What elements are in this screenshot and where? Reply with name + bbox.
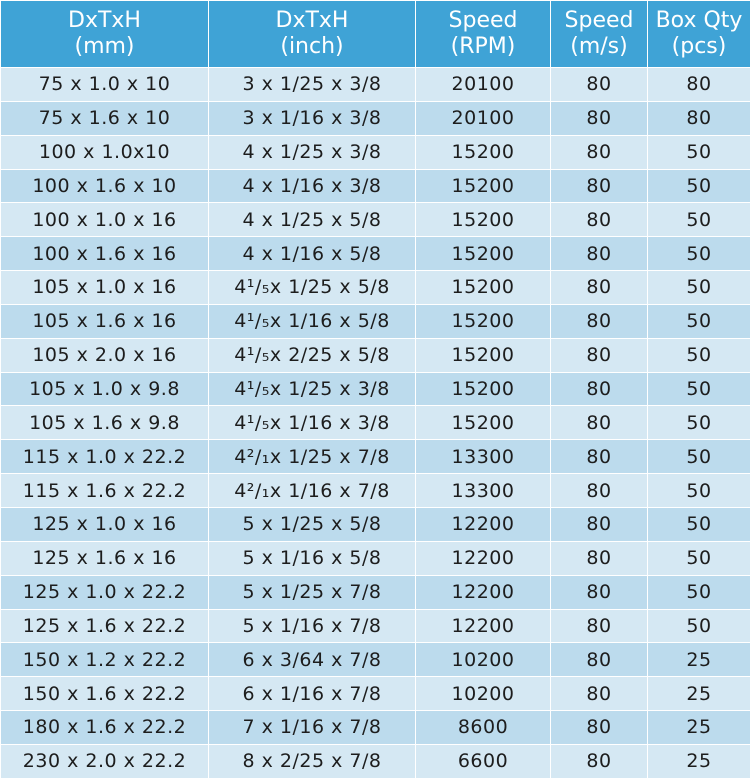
cell-speed-ms: 80 xyxy=(551,575,648,609)
cell-dimensions-mm: 100 x 1.0x10 xyxy=(1,135,209,169)
table-row xyxy=(1,711,750,745)
cell-speed-ms: 80 xyxy=(551,541,648,575)
header-speed-ms xyxy=(551,1,648,68)
cell-speed-ms: 80 xyxy=(551,169,648,203)
table-row xyxy=(1,440,750,474)
header-label: DxTxH xyxy=(209,8,415,34)
cell-dimensions-inch: 4 x 1/25 x 3/8 xyxy=(209,135,416,169)
cell-speed-ms: 80 xyxy=(551,203,648,237)
cell-box-qty: 50 xyxy=(648,372,750,406)
header-unit: (pcs) xyxy=(648,34,750,60)
cell-speed-rpm: 15200 xyxy=(416,372,551,406)
cell-dimensions-inch: 3 x 1/16 x 3/8 xyxy=(209,101,416,135)
cell-dimensions-inch: 4¹/₅x 1/25 x 5/8 xyxy=(209,271,416,305)
cell-speed-rpm: 15200 xyxy=(416,304,551,338)
cell-dimensions-mm: 100 x 1.6 x 16 xyxy=(1,237,209,271)
table-row xyxy=(1,135,750,169)
cell-box-qty: 25 xyxy=(648,744,750,778)
cell-speed-rpm: 15200 xyxy=(416,271,551,305)
cell-speed-ms: 80 xyxy=(551,237,648,271)
cell-box-qty: 50 xyxy=(648,474,750,508)
cell-speed-ms: 80 xyxy=(551,372,648,406)
header-label: Speed xyxy=(551,8,647,34)
cell-box-qty: 50 xyxy=(648,609,750,643)
cell-dimensions-inch: 4 x 1/16 x 5/8 xyxy=(209,237,416,271)
header-unit: (m/s) xyxy=(551,34,647,60)
cell-dimensions-mm: 75 x 1.6 x 10 xyxy=(1,101,209,135)
cell-dimensions-mm: 100 x 1.6 x 10 xyxy=(1,169,209,203)
table-row xyxy=(1,744,750,778)
cell-speed-rpm: 12200 xyxy=(416,575,551,609)
cell-speed-rpm: 15200 xyxy=(416,203,551,237)
cell-dimensions-inch: 4²/₁x 1/25 x 7/8 xyxy=(209,440,416,474)
cell-dimensions-mm: 75 x 1.0 x 10 xyxy=(1,68,209,102)
cell-dimensions-inch: 4¹/₅x 1/16 x 3/8 xyxy=(209,406,416,440)
cell-box-qty: 50 xyxy=(648,406,750,440)
cell-speed-rpm: 15200 xyxy=(416,135,551,169)
cell-dimensions-mm: 105 x 2.0 x 16 xyxy=(1,338,209,372)
cell-speed-rpm: 12200 xyxy=(416,609,551,643)
cell-box-qty: 50 xyxy=(648,575,750,609)
cell-speed-ms: 80 xyxy=(551,68,648,102)
cell-dimensions-inch: 4 x 1/25 x 5/8 xyxy=(209,203,416,237)
cell-speed-ms: 80 xyxy=(551,135,648,169)
table-row xyxy=(1,609,750,643)
cell-box-qty: 50 xyxy=(648,169,750,203)
cell-dimensions-inch: 4¹/₅x 1/25 x 3/8 xyxy=(209,372,416,406)
cell-speed-ms: 80 xyxy=(551,271,648,305)
cell-dimensions-mm: 150 x 1.2 x 22.2 xyxy=(1,643,209,677)
table-row xyxy=(1,237,750,271)
cell-dimensions-inch: 4¹/₅x 2/25 x 5/8 xyxy=(209,338,416,372)
cell-speed-rpm: 13300 xyxy=(416,474,551,508)
cell-dimensions-mm: 105 x 1.0 x 9.8 xyxy=(1,372,209,406)
cell-dimensions-inch: 4¹/₅x 1/16 x 5/8 xyxy=(209,304,416,338)
cell-speed-ms: 80 xyxy=(551,304,648,338)
cell-speed-rpm: 8600 xyxy=(416,711,551,745)
cell-box-qty: 25 xyxy=(648,643,750,677)
cell-speed-ms: 80 xyxy=(551,440,648,474)
cell-dimensions-mm: 180 x 1.6 x 22.2 xyxy=(1,711,209,745)
cell-speed-rpm: 15200 xyxy=(416,406,551,440)
cell-speed-ms: 80 xyxy=(551,338,648,372)
table-row xyxy=(1,372,750,406)
cell-box-qty: 50 xyxy=(648,541,750,575)
header-label: Box Qty xyxy=(648,8,750,34)
table-body xyxy=(1,68,750,779)
cell-dimensions-mm: 105 x 1.6 x 16 xyxy=(1,304,209,338)
table-row xyxy=(1,541,750,575)
cell-box-qty: 80 xyxy=(648,101,750,135)
header-row xyxy=(1,1,750,68)
header-unit: (inch) xyxy=(209,34,415,60)
cell-box-qty: 25 xyxy=(648,711,750,745)
header-dimensions-inch xyxy=(209,1,416,68)
cell-box-qty: 50 xyxy=(648,237,750,271)
cell-dimensions-mm: 125 x 1.0 x 22.2 xyxy=(1,575,209,609)
cell-dimensions-inch: 5 x 1/25 x 7/8 xyxy=(209,575,416,609)
cell-speed-ms: 80 xyxy=(551,744,648,778)
cell-speed-rpm: 15200 xyxy=(416,338,551,372)
cell-dimensions-mm: 150 x 1.6 x 22.2 xyxy=(1,677,209,711)
cell-speed-rpm: 20100 xyxy=(416,68,551,102)
cell-speed-rpm: 13300 xyxy=(416,440,551,474)
cell-dimensions-inch: 8 x 2/25 x 7/8 xyxy=(209,744,416,778)
table-row xyxy=(1,677,750,711)
cell-speed-ms: 80 xyxy=(551,406,648,440)
header-box-qty xyxy=(648,1,750,68)
header-label: Speed xyxy=(416,8,550,34)
cell-dimensions-inch: 5 x 1/16 x 5/8 xyxy=(209,541,416,575)
table-row xyxy=(1,304,750,338)
table-row xyxy=(1,474,750,508)
cell-speed-rpm: 15200 xyxy=(416,237,551,271)
cell-speed-ms: 80 xyxy=(551,711,648,745)
cell-box-qty: 25 xyxy=(648,677,750,711)
header-dimensions-mm xyxy=(1,1,209,68)
cell-dimensions-mm: 105 x 1.6 x 9.8 xyxy=(1,406,209,440)
table-row xyxy=(1,271,750,305)
cell-dimensions-mm: 125 x 1.6 x 22.2 xyxy=(1,609,209,643)
table-row xyxy=(1,169,750,203)
cell-dimensions-inch: 6 x 1/16 x 7/8 xyxy=(209,677,416,711)
cell-dimensions-mm: 230 x 2.0 x 22.2 xyxy=(1,744,209,778)
cell-speed-rpm: 6600 xyxy=(416,744,551,778)
table-row xyxy=(1,101,750,135)
cell-dimensions-mm: 115 x 1.0 x 22.2 xyxy=(1,440,209,474)
cell-dimensions-inch: 5 x 1/16 x 7/8 xyxy=(209,609,416,643)
header-label: DxTxH xyxy=(1,8,208,34)
cell-speed-ms: 80 xyxy=(551,643,648,677)
cell-dimensions-inch: 3 x 1/25 x 3/8 xyxy=(209,68,416,102)
cell-dimensions-inch: 7 x 1/16 x 7/8 xyxy=(209,711,416,745)
cell-box-qty: 50 xyxy=(648,203,750,237)
cell-dimensions-mm: 125 x 1.6 x 16 xyxy=(1,541,209,575)
cell-dimensions-mm: 105 x 1.0 x 16 xyxy=(1,271,209,305)
cell-box-qty: 50 xyxy=(648,135,750,169)
table-row xyxy=(1,575,750,609)
cell-dimensions-inch: 6 x 3/64 x 7/8 xyxy=(209,643,416,677)
cell-box-qty: 50 xyxy=(648,304,750,338)
cell-speed-rpm: 15200 xyxy=(416,169,551,203)
cell-speed-ms: 80 xyxy=(551,507,648,541)
cell-speed-rpm: 12200 xyxy=(416,507,551,541)
cell-speed-rpm: 12200 xyxy=(416,541,551,575)
table-row xyxy=(1,203,750,237)
cell-box-qty: 50 xyxy=(648,507,750,541)
cell-speed-ms: 80 xyxy=(551,474,648,508)
cell-dimensions-inch: 5 x 1/25 x 5/8 xyxy=(209,507,416,541)
cell-dimensions-mm: 125 x 1.0 x 16 xyxy=(1,507,209,541)
cell-speed-rpm: 10200 xyxy=(416,643,551,677)
cell-speed-ms: 80 xyxy=(551,609,648,643)
cell-box-qty: 50 xyxy=(648,271,750,305)
cell-speed-ms: 80 xyxy=(551,101,648,135)
header-unit: (RPM) xyxy=(416,34,550,60)
table-row xyxy=(1,643,750,677)
header-speed-rpm xyxy=(416,1,551,68)
cell-dimensions-inch: 4 x 1/16 x 3/8 xyxy=(209,169,416,203)
cell-speed-rpm: 10200 xyxy=(416,677,551,711)
table-row xyxy=(1,406,750,440)
cell-dimensions-mm: 100 x 1.0 x 16 xyxy=(1,203,209,237)
cell-box-qty: 80 xyxy=(648,68,750,102)
cell-dimensions-mm: 115 x 1.6 x 22.2 xyxy=(1,474,209,508)
cell-speed-ms: 80 xyxy=(551,677,648,711)
cell-speed-rpm: 20100 xyxy=(416,101,551,135)
cell-box-qty: 50 xyxy=(648,440,750,474)
header-unit: (mm) xyxy=(1,34,208,60)
cell-dimensions-inch: 4²/₁x 1/16 x 7/8 xyxy=(209,474,416,508)
table-header xyxy=(1,1,750,68)
cell-box-qty: 50 xyxy=(648,338,750,372)
table-row xyxy=(1,507,750,541)
table-row xyxy=(1,338,750,372)
table-row xyxy=(1,68,750,102)
